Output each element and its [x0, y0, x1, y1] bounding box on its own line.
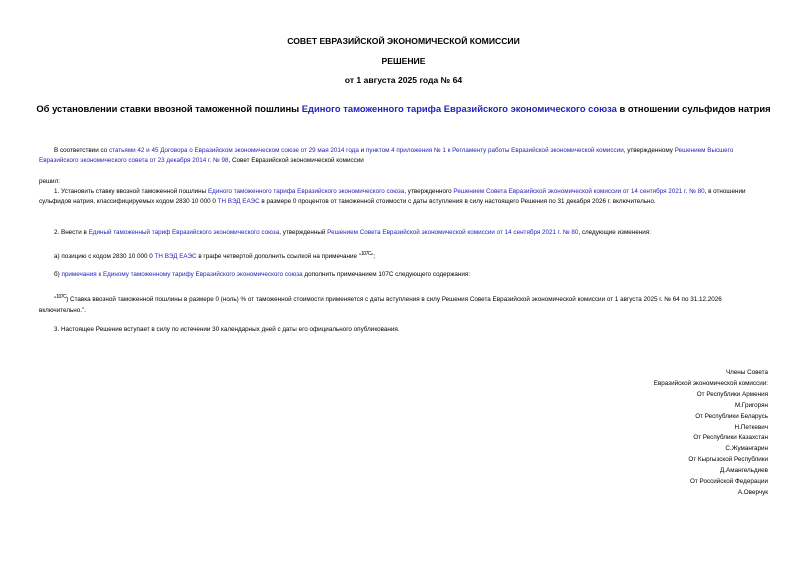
signature-line: М.Григорян — [734, 401, 768, 409]
signature-line: От Кыргызской Республики — [688, 456, 768, 464]
title-text: Об установлении ставки ввозной таможенной пошлины — [36, 103, 302, 114]
preamble-text: , Совет Евразийской экономической комиссии — [228, 157, 364, 164]
link-tariff-notes[interactable]: примечания к Единому таможенному тарифу Евразийского экономического союза — [61, 271, 303, 278]
resolved-label: решил: — [39, 178, 60, 185]
signature-line: От Республики Беларусь — [695, 412, 768, 420]
signature-line: Н.Петкевич — [734, 423, 768, 431]
item-1-paragraph — [39, 187, 769, 207]
signature-line: От Российской Федерации — [689, 478, 768, 486]
title-link-tariff[interactable]: Единого таможенного тарифа Евразийского экономического союза — [301, 103, 617, 114]
signature-line: От Республики Казахстан — [693, 434, 768, 442]
signature-line: Д.Амангельдиев — [720, 467, 768, 475]
preamble-text: В соответствии со — [54, 147, 109, 154]
item-2-text: 2. Внести в — [54, 229, 89, 236]
item-3-paragraph: 3. Настоящее Решение вступает в силу по истечении 30 календарных дней с даты его официального опубликования. — [54, 326, 400, 333]
signature-line: От Республики Армения — [696, 390, 768, 398]
item-1-text: , утвержденного — [404, 188, 454, 195]
note-text: " — [54, 296, 57, 304]
item-1-text: 1. Установить ставку ввозной таможенной пошлины — [54, 188, 208, 195]
signature-line: Члены Совета — [725, 369, 768, 376]
item-2b-paragraph — [39, 270, 769, 280]
link-council-decision-80[interactable]: Решением Совета Евразийской экономической комиссии от 14 сентября 2021 г. № 80 — [453, 188, 705, 195]
link-regulation-annex[interactable]: пунктом 4 приложения № 1 к Регламенту работы Евразийской экономической комиссии — [365, 147, 624, 154]
signature-line: С.Жумангарин — [725, 445, 768, 453]
note-text: ) Ставка ввозной таможенной пошлины в размере 0 (ноль) % от таможенной стоимости применяется с даты вступления в силу Решения Совета Евразийской экономической комиссии от 1 августа 2025 г. № 64 по 31.12.2026 включительно.". — [39, 296, 722, 315]
link-tn-ved[interactable]: ТН ВЭД ЕАЭС — [217, 198, 260, 205]
item-2-text: , утвержденный — [279, 229, 328, 236]
note-reference-mark: 107С — [361, 251, 371, 257]
item-1-text: в размере 0 процентов от таможенной стоимости с даты вступления в силу настоящего Решения по 31 декабря 2026 г. включительно. — [259, 198, 656, 205]
item-2b-text: б) — [54, 271, 62, 278]
item-1-text: , в отношении сульфидов натрия, классифицируемых кодом 2830 10 000 0 — [39, 188, 746, 205]
item-2b-text: дополнить примечанием 107С следующего содержания: — [302, 271, 471, 278]
link-council-decision-80[interactable]: Решением Совета Евразийской экономической комиссии от 14 сентября 2021 г. № 80 — [327, 229, 579, 236]
preamble-text: , утвержденному — [623, 147, 675, 154]
item-2a-text: "; — [370, 253, 375, 261]
link-tn-ved[interactable]: ТН ВЭД ЕАЭС — [154, 253, 197, 261]
title-text-end: в отношении сульфидов натрия — [616, 103, 771, 114]
preamble-text: и — [358, 147, 366, 154]
document-title — [0, 103, 807, 114]
signatures-block — [654, 368, 768, 499]
item-2a-paragraph — [39, 249, 769, 262]
signature-line: А.Оверчук — [737, 488, 768, 496]
signature-line: Евразийской экономической комиссии: — [653, 379, 768, 387]
item-2-paragraph — [39, 228, 769, 238]
link-supreme-council-decision[interactable]: Решением Высшего Евразийского экономического совета от 23 декабря 2014 г. № 98 — [39, 147, 734, 164]
item-2a-text: в графе четвертой дополнить ссылкой на примечание " — [196, 253, 362, 261]
document-type: РЕШЕНИЕ — [381, 56, 426, 66]
council-heading: СОВЕТ ЕВРАЗИЙСКОЙ ЭКОНОМИЧЕСКОЙ КОМИССИИ — [287, 36, 520, 46]
preamble-paragraph — [39, 146, 769, 166]
link-common-customs-tariff[interactable]: Единого таможенного тарифа Евразийского экономического союза — [207, 188, 405, 195]
note-107c-paragraph — [39, 292, 769, 316]
date-number: от 1 августа 2025 года № 64 — [344, 75, 463, 85]
item-2-text: , следующие изменения: — [578, 229, 651, 236]
note-mark: 107С — [56, 294, 67, 300]
link-unified-customs-tariff[interactable]: Единый таможенный тариф Евразийского экономического союза — [88, 229, 280, 236]
link-treaty-articles[interactable]: статьями 42 и 45 Договора о Евразийском экономическом союзе от 29 мая 2014 года — [108, 147, 359, 154]
item-2a-text: а) позицию с кодом 2830 10 000 0 — [54, 253, 155, 261]
